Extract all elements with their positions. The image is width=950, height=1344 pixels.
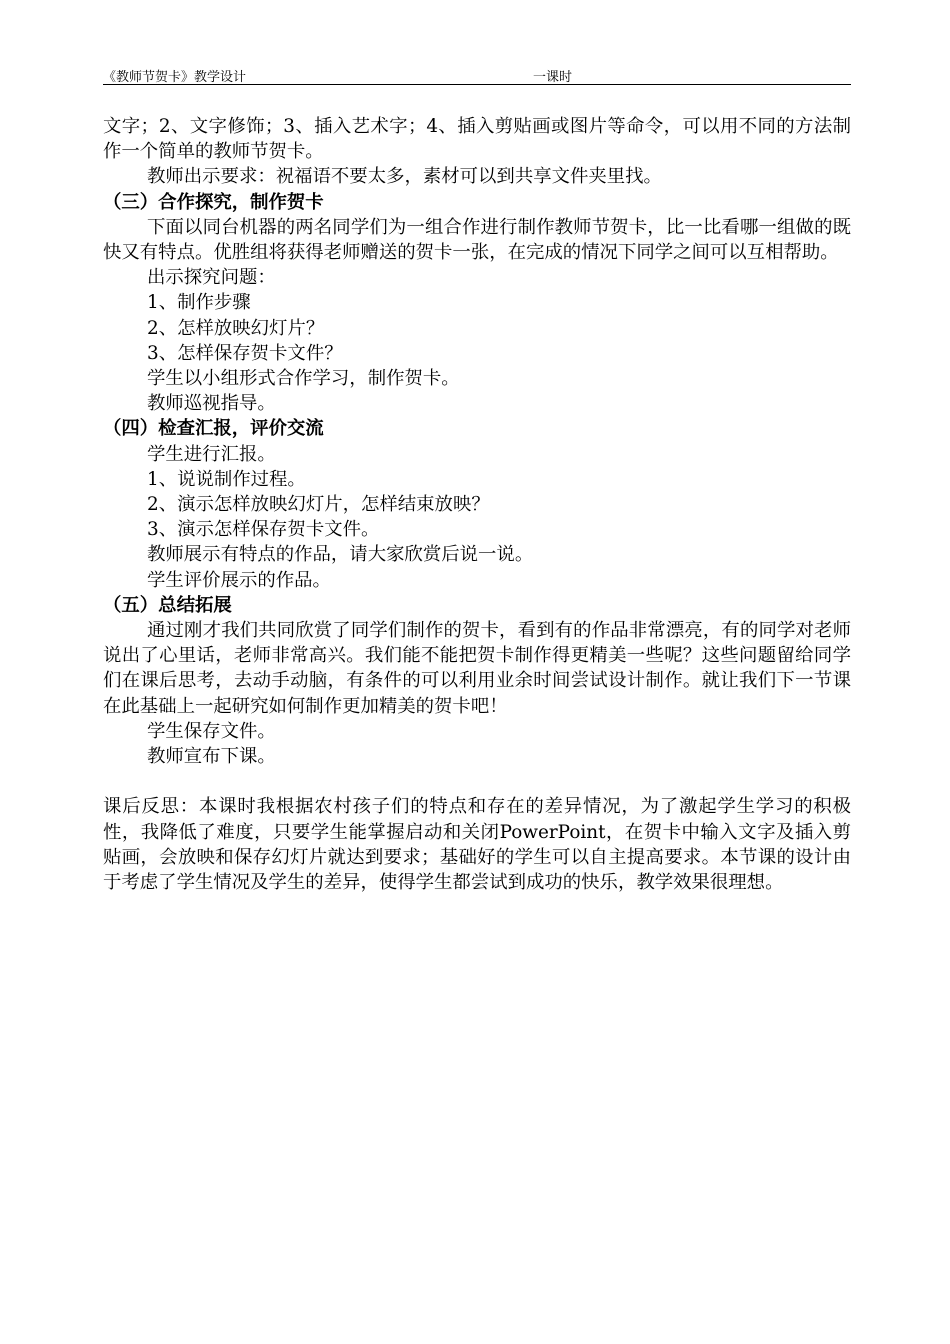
paragraph: 文字；2、文字修饰；3、插入艺术字；4、插入剪贴画或图片等命令，可以用不同的方法制作一个简单的教师节贺卡。	[103, 116, 851, 163]
list-item: 2、演示怎样放映幻灯片，怎样结束放映？	[147, 494, 490, 516]
paragraph: 通过刚才我们共同欣赏了同学们制作的贺卡，看到有的作品非常漂亮，有的同学对老师说出了心里话，老师非常高兴。我们能不能把贺卡制作得更精美一些呢？这些问题留给同学们在课后思考，去动手动脑，有条件的可以利用业余时间尝试设计制作。就让我们下一节课在此基础上一起研究如何制作更加精美的贺卡吧！	[103, 620, 851, 717]
paragraph: 学生以小组形式合作学习，制作贺卡。	[147, 368, 460, 390]
header-title: 《教师节贺卡》教学设计	[103, 70, 247, 85]
paragraph: 教师宣布下课。	[147, 746, 276, 768]
page-header	[103, 64, 851, 85]
section-heading: （三）合作探究，制作贺卡	[103, 191, 324, 213]
paragraph: 出示探究问题：	[147, 267, 276, 289]
paragraph: 学生保存文件。	[147, 720, 276, 742]
paragraph: 教师巡视指导。	[147, 393, 276, 415]
list-item: 1、说说制作过程。	[147, 468, 306, 490]
section-heading: （四）检查汇报，评价交流	[103, 418, 324, 440]
paragraph: 教师展示有特点的作品，请大家欣赏后说一说。	[147, 544, 534, 566]
paragraph: 学生评价展示的作品。	[147, 569, 331, 591]
list-item: 3、演示怎样保存贺卡文件。	[147, 519, 380, 541]
list-item: 2、怎样放映幻灯片？	[147, 317, 325, 339]
paragraph: 教师出示要求：祝福语不要太多，素材可以到共享文件夹里找。	[147, 166, 662, 188]
document-body	[103, 114, 851, 895]
reflection-paragraph: 课后反思：本课时我根据农村孩子们的特点和存在的差异情况，为了激起学生学习的积极性，我降低了难度，只要学生能掌握启动和关闭PowerPoint，在贺卡中输入文字及插入剪贴画，会放映和保存幻灯片就达到要求；基础好的学生可以自主提高要求。本节课的设计由于考虑了学生情况及学生的差异，使得学生都尝试到成功的快乐，教学效果很理想。	[103, 796, 851, 894]
list-item: 3、怎样保存贺卡文件？	[147, 342, 343, 364]
header-lesson: 一课时	[533, 70, 573, 85]
paragraph: 学生进行汇报。	[147, 443, 276, 465]
section-heading: （五）总结拓展	[103, 594, 232, 616]
list-item: 1、制作步骤	[147, 292, 251, 314]
paragraph: 下面以同台机器的两名同学们为一组合作进行制作教师节贺卡，比一比看哪一组做的既快又有特点。优胜组将获得老师赠送的贺卡一张，在完成的情况下同学之间可以互相帮助。	[103, 216, 851, 264]
blank-line	[103, 769, 851, 794]
